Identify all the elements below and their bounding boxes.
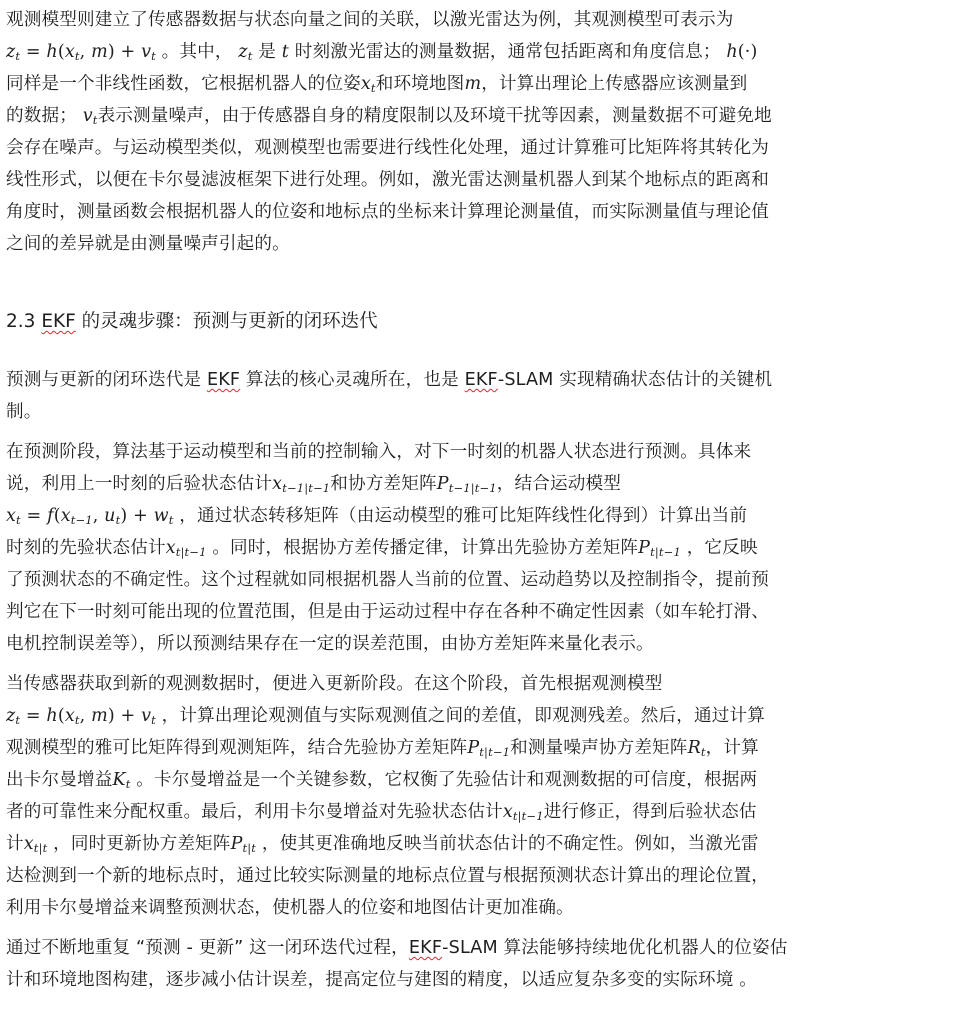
text-line [6, 700, 765, 736]
text-line [6, 860, 769, 892]
math-symbol: $P_{t|t}$ [230, 834, 257, 855]
paragraph-text: ，计算出理论观测值与实际观测值之间的差值，即观测残差。然后，通过计算 [161, 706, 765, 726]
paragraph-text: ，使其更准确地反映当前状态估计的不确定性。例如，当激光雷 [261, 834, 759, 854]
paragraph-text: 同样是一个非线性函数，它根据机器人的位姿 [6, 74, 361, 94]
text-line [6, 132, 769, 164]
paragraph-text: ，它反映 [686, 538, 758, 558]
math-symbol: h(·) [726, 42, 758, 62]
text-line [6, 436, 751, 468]
text-line [6, 596, 769, 628]
paragraph-text: ，通过状态转移矩阵（由运动模型的雅可比矩阵线性化得到）计算出当前 [179, 506, 748, 526]
spellcheck-flag: EKF [206, 370, 241, 390]
spellcheck-flag: EKF [408, 938, 443, 958]
text-line [6, 932, 787, 964]
math-symbol: $x_{t|t-1}$ [165, 538, 207, 559]
paragraph-text: 观测模型则建立了传感器数据与状态向量之间的关联，以激光雷达为例，其观测模型可表示为 [6, 10, 734, 30]
paragraph-text: 表示测量噪声，由于传感器自身的精度限制以及环境干扰等因素，测量数据不可避免地 [97, 106, 772, 126]
text-line [6, 228, 290, 260]
math-symbol: $x_{t|t-1}$ [502, 802, 544, 823]
paragraph-text: -SLAM 算法能够持续地优化机器人的位姿估 [442, 938, 788, 958]
paragraph-text: 算法的核心灵魂所在，也是 [240, 370, 465, 390]
paragraph-text: 了预测状态的不确定性。这个过程就如同根据机器人当前的位置、运动趋势以及控制指令，提前预 [6, 570, 769, 590]
paragraph-text: 时刻激光雷达的测量数据，通常包括距离和角度信息； [294, 42, 721, 62]
paragraph-text: 计和环境地图构建，逐步减小估计误差，提高定位与建图的精度，以适应复杂多变的实际环境 。 [6, 970, 757, 990]
math-formula: $x_t = f(x_{t-1}$, $u_t) + w_t$ [6, 506, 174, 527]
text-line [6, 196, 769, 228]
paragraph-text: 角度时，测量函数会根据机器人的位姿和地标点的坐标来计算理论测量值，而实际测量值与理论值 [6, 202, 769, 222]
paragraph-text: 时刻的先验状态估计 [6, 538, 166, 558]
paragraph-text: 进行修正，得到后验状态估 [543, 802, 757, 822]
paragraph-text: 的数据； [6, 106, 77, 126]
paragraph-text: ，结合运动模型 [496, 474, 621, 494]
paragraph-text: 预测与更新的闭环迭代是 [6, 370, 207, 390]
math-symbol: t [281, 42, 289, 62]
math-symbol: $z_t$ [238, 42, 253, 63]
paragraph-text: 制。 [6, 402, 42, 422]
text-line [6, 628, 654, 660]
text-line [6, 732, 759, 768]
math-symbol: $P_{t|t-1}$ [638, 538, 681, 559]
text-line [6, 828, 759, 864]
math-symbol: $x_{t|t}$ [23, 834, 48, 855]
text-line [6, 500, 747, 536]
paragraph-text: 出卡尔曼增益 [6, 770, 113, 790]
paragraph-text: 当传感器获取到新的观测数据时，便进入更新阶段。在这个阶段，首先根据观测模型 [6, 674, 663, 694]
paragraph-text: ，同时更新协方差矩阵 [53, 834, 231, 854]
math-symbol: $P_{t|t-1}$ [467, 738, 511, 759]
math-symbol: $R_t$ [687, 738, 706, 759]
paragraph-text: 。卡尔曼增益是一个关键参数，它权衡了先验估计和观测数据的可信度，根据两 [136, 770, 758, 790]
math-symbol: $K_t$ [112, 770, 131, 791]
text-line [6, 396, 42, 428]
spellcheck-flag: EKF [464, 370, 498, 390]
text-line [6, 892, 574, 924]
paragraph-text: 之间的差异就是由测量噪声引起的。 [6, 234, 290, 254]
paragraph-text: 计 [6, 834, 24, 854]
paragraph-text: 。同时，根据协方差传播定律，计算出先验协方差矩阵 [212, 538, 639, 558]
paragraph-text: 会存在噪声。与运动模型类似，观测模型也需要进行线性化处理，通过计算雅可比矩阵将其转化为 [6, 138, 769, 158]
text-line [6, 68, 747, 104]
text-line [6, 364, 772, 396]
paragraph-text: 说，利用上一时刻的后验状态估计 [6, 474, 273, 494]
paragraph-text: ，计算出理论上传感器应该测量到 [481, 74, 748, 94]
paragraph-text: 和测量噪声协方差矩阵 [510, 738, 688, 758]
paragraph-text: 者的可靠性来分配权重。最后，利用卡尔曼增益对先验状态估计 [6, 802, 503, 822]
paragraph-text: 是 [258, 42, 277, 62]
math-symbol: $v_t$ [82, 106, 98, 127]
math-symbol: m [464, 74, 482, 94]
paragraph-text: 和环境地图 [375, 74, 465, 94]
paragraph-text: 利用卡尔曼增益来调整预测状态，使机器人的位姿和地图估计更加准确。 [6, 898, 574, 918]
text-line [6, 796, 757, 832]
text-line [6, 764, 757, 800]
text-line [6, 964, 757, 996]
paragraph-text: 。其中， [161, 42, 233, 62]
math-formula: $z_t = h(x_t$, $m) + v_t$ [6, 42, 156, 63]
text-line [6, 164, 769, 196]
paragraph-text: 判它在下一时刻可能出现的位置范围，但是由于运动过程中存在各种不确定性因素（如车轮打滑、 [6, 602, 769, 622]
text-line [6, 468, 621, 504]
paragraph-text: 和协方差矩阵 [330, 474, 437, 494]
text-line [6, 532, 758, 568]
paragraph-text: 线性形式，以便在卡尔曼滤波框架下进行处理。例如，激光雷达测量机器人到某个地标点的距离和 [6, 170, 769, 190]
paragraph-text: 电机控制误差等），所以预测结果存在一定的误差范围，由协方差矩阵来量化表示。 [6, 634, 654, 654]
paragraph-text: -SLAM 实现精确状态估计的关键机 [497, 370, 773, 390]
math-symbol: $x_{t-1|t-1}$ [272, 474, 331, 495]
spellcheck-flag: EKF [41, 311, 76, 332]
text-line [6, 564, 769, 596]
paragraph-text: 通过不断地重复 “预测 - 更新” 这一闭环迭代过程， [6, 938, 409, 958]
math-formula: $z_t = h(x_t$, $m) + v_t$ [6, 706, 156, 727]
math-symbol: $x_t$ [360, 74, 376, 95]
text-line [6, 668, 663, 700]
paragraph-text: ，计算 [705, 738, 759, 758]
section-heading: 2.3 EKF 的灵魂步骤：预测与更新的闭环迭代 [6, 311, 378, 332]
text-line [6, 4, 734, 36]
text-line [6, 36, 757, 72]
paragraph-text: 达检测到一个新的地标点时，通过比较实际测量的地标点位置与根据预测状态计算出的理论位置， [6, 866, 769, 886]
paragraph-text: 在预测阶段，算法基于运动模型和当前的控制输入，对下一时刻的机器人状态进行预测。具体来 [6, 442, 752, 462]
text-line [6, 100, 772, 136]
math-symbol: $P_{t-1|t-1}$ [436, 474, 497, 495]
paragraph-text: 观测模型的雅可比矩阵得到观测矩阵，结合先验协方差矩阵 [6, 738, 468, 758]
